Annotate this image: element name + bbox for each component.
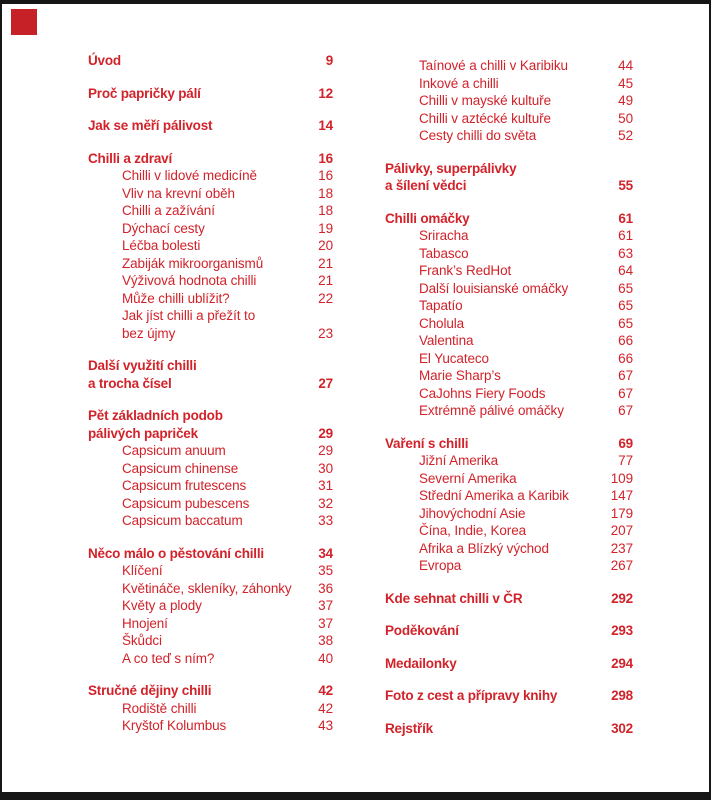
toc-entry: [88, 202, 333, 220]
toc-entry-label: Klíčení: [122, 563, 163, 578]
toc-entry-label: Úvod: [88, 53, 121, 68]
toc-entry-label: Evropa: [419, 558, 462, 573]
page-frame-top: [0, 0, 711, 4]
toc-entry: [385, 262, 633, 280]
toc-entry: [385, 385, 633, 403]
toc-entry-label: Dýchací cesty: [122, 220, 205, 236]
toc-entry: [88, 220, 333, 238]
toc-entry-label: Výživová hodnota chilli: [122, 273, 257, 288]
toc-entry-label: Tapatío: [419, 298, 463, 313]
toc-entry-page: 207: [610, 523, 633, 538]
toc-entry-page: 30: [318, 460, 333, 476]
toc-entry: [88, 495, 333, 513]
toc-entry: [385, 297, 633, 315]
toc-entry: [385, 210, 633, 228]
toc-entry: [88, 117, 333, 135]
toc-entry-label: Pět základních podob: [88, 408, 223, 423]
toc-entry-page: 293: [611, 623, 633, 638]
toc-entry-page: 18: [318, 185, 333, 201]
toc-entry-label: Jižní Amerika: [419, 453, 498, 468]
toc-entry-label: Frank’s RedHot: [419, 263, 512, 278]
toc-entry: [385, 127, 633, 145]
toc-entry-page: 292: [611, 590, 633, 606]
toc-entry-page: 61: [618, 228, 633, 243]
toc-entry-label: bez újmy: [122, 325, 176, 341]
toc-entry-label: CaJohns Fiery Foods: [419, 385, 546, 401]
toc-entry-page: 61: [618, 210, 633, 226]
toc-entry-page: 109: [610, 470, 633, 486]
toc-entry-label: Chilli omáčky: [385, 210, 470, 226]
toc-entry: [88, 632, 333, 650]
toc-entry-page: 267: [610, 558, 633, 573]
toc-entry-label: Cholula: [419, 315, 465, 331]
toc-entry-page: 298: [611, 688, 633, 703]
toc-entry: [385, 522, 633, 540]
toc-entry-page: 27: [318, 375, 333, 391]
toc-entry-label: Kde sehnat chilli v ČR: [385, 590, 523, 606]
toc-entry: [385, 402, 633, 420]
toc-entry-label: Může chilli ublížit?: [122, 290, 230, 306]
toc-entry-page: 12: [318, 85, 333, 101]
toc-entry-page: 65: [618, 298, 633, 313]
toc-entry: [385, 487, 633, 505]
toc-entry-label: Zabiják mikroorganismů: [122, 255, 264, 271]
toc-entry-label: Střední Amerika a Karibik: [419, 488, 569, 503]
toc-entry: [88, 167, 333, 185]
toc-entry: [385, 505, 633, 523]
toc-entry: [385, 227, 633, 245]
toc-entry-page: 67: [618, 368, 633, 383]
toc-entry-label: Květináče, skleníky, záhonky: [122, 580, 292, 596]
toc-entry-page: 65: [618, 280, 633, 296]
toc-entry-label: Afrika a Blízký východ: [419, 540, 549, 556]
toc-entry-page: 21: [318, 273, 333, 288]
toc-entry-page: 18: [318, 203, 333, 218]
toc-entry-label: Květy a plody: [122, 598, 202, 613]
toc-entry: [88, 615, 333, 633]
toc-right-column: [385, 57, 633, 737]
toc-entry-label: Chilli a zažívání: [122, 203, 215, 218]
toc-entry-label: Marie Sharp’s: [419, 368, 501, 383]
toc-entry: [88, 562, 333, 580]
toc-entry-page: 147: [610, 488, 633, 503]
toc-entry: [88, 580, 333, 598]
toc-entry: [385, 160, 633, 178]
toc-entry-label: Sriracha: [419, 228, 469, 243]
toc-entry-label: Medailonky: [385, 655, 457, 671]
toc-entry-page: 29: [318, 425, 333, 441]
toc-entry-page: 38: [318, 633, 333, 648]
toc-entry: [385, 720, 633, 738]
toc-entry-label: Chilli v lidové medicíně: [122, 168, 257, 183]
toc-entry-page: 42: [318, 700, 333, 716]
toc-entry-page: 69: [618, 435, 633, 451]
toc-left-column: [88, 52, 333, 735]
toc-entry-label: Chilli v aztécké kultuře: [419, 110, 551, 126]
toc-entry-label: Capsicum pubescens: [122, 495, 250, 511]
toc-entry-label: Chilli v mayské kultuře: [419, 93, 551, 108]
toc-entry-page: 43: [318, 718, 333, 733]
toc-entry-label: Škůdci: [122, 633, 162, 648]
toc-entry-page: 29: [318, 443, 333, 458]
toc-entry-page: 9: [325, 53, 333, 68]
toc-entry-page: 16: [318, 150, 333, 166]
toc-entry-page: 67: [618, 403, 633, 418]
toc-entry-label: a trocha čísel: [88, 375, 172, 391]
toc-entry-label: Capsicum chinense: [122, 460, 239, 476]
toc-entry: [385, 92, 633, 110]
toc-entry-page: 22: [318, 290, 333, 306]
toc-entry-page: 37: [318, 598, 333, 613]
toc-entry: [385, 57, 633, 75]
toc-entry-label: Hnojení: [122, 615, 168, 631]
toc-entry-label: Stručné dějiny chilli: [88, 683, 212, 698]
toc-entry-page: 40: [318, 650, 333, 666]
toc-entry: [385, 350, 633, 368]
toc-entry: [88, 407, 333, 425]
toc-entry-page: 63: [618, 245, 633, 261]
toc-entry: [385, 622, 633, 640]
toc-entry-page: 23: [318, 325, 333, 341]
toc-entry-page: 16: [318, 168, 333, 183]
page-frame-left: [0, 0, 2, 800]
toc-entry-page: 44: [618, 58, 633, 73]
toc-entry: [88, 545, 333, 563]
toc-entry: [385, 687, 633, 705]
toc-entry-label: Proč papričky pálí: [88, 85, 201, 101]
toc-entry: [385, 280, 633, 298]
toc-entry-page: 64: [618, 263, 633, 278]
toc-entry: [88, 597, 333, 615]
toc-entry-label: pálivých papriček: [88, 425, 198, 441]
toc-entry: [88, 717, 333, 735]
toc-entry-page: 37: [318, 615, 333, 631]
toc-entry-page: 31: [318, 478, 333, 493]
toc-entry-page: 302: [611, 720, 633, 736]
toc-entry: [385, 540, 633, 558]
toc-entry: [88, 682, 333, 700]
toc-entry-page: 66: [618, 333, 633, 348]
toc-entry-label: Jak se měří pálivost: [88, 118, 213, 133]
toc-entry-label: a šílení vědci: [385, 178, 467, 193]
toc-entry: [385, 435, 633, 453]
toc-entry: [88, 185, 333, 203]
red-marker-square: [11, 9, 37, 35]
toc-entry-page: 66: [618, 350, 633, 366]
toc-entry-label: Poděkování: [385, 623, 459, 638]
toc-entry-label: Kryštof Kolumbus: [122, 718, 227, 733]
toc-entry-page: 14: [318, 118, 333, 133]
toc-entry: [385, 245, 633, 263]
toc-entry-page: 67: [618, 385, 633, 401]
toc-entry-page: 50: [618, 110, 633, 126]
toc-entry-label: Capsicum baccatum: [122, 513, 243, 528]
toc-entry-page: 35: [318, 563, 333, 578]
toc-entry: [88, 237, 333, 255]
toc-entry-label: El Yucateco: [419, 350, 489, 366]
toc-entry: [385, 315, 633, 333]
toc-entry-page: 55: [618, 178, 633, 193]
toc-entry: [385, 332, 633, 350]
toc-entry-page: 32: [318, 495, 333, 511]
toc-entry-label: Vliv na krevní oběh: [122, 185, 235, 201]
toc-entry-page: 36: [318, 580, 333, 596]
toc-entry-label: Jihovýchodní Asie: [419, 505, 526, 521]
toc-entry-page: 52: [618, 128, 633, 143]
toc-entry-label: Rodiště chilli: [122, 700, 197, 716]
toc-entry-label: Cesty chilli do světa: [419, 128, 537, 143]
toc-entry-page: 45: [618, 75, 633, 91]
toc-entry-label: Vaření s chilli: [385, 435, 469, 451]
toc-entry-page: 21: [318, 255, 333, 271]
toc-entry-label: Pálivky, superpálivky: [385, 160, 517, 176]
toc-entry: [385, 452, 633, 470]
page-frame-bottom: [0, 792, 711, 800]
toc-entry-page: 179: [610, 505, 633, 521]
toc-entry: [88, 255, 333, 273]
toc-entry: [88, 460, 333, 478]
toc-entry: [385, 75, 633, 93]
toc-entry-page: 65: [618, 315, 633, 331]
toc-entry: [88, 357, 333, 375]
toc-entry-label: Extrémně pálivé omáčky: [419, 403, 564, 418]
toc-entry-label: Tabasco: [419, 245, 469, 261]
toc-entry: [88, 425, 333, 443]
toc-entry-page: 33: [318, 513, 333, 528]
toc-entry-label: Rejstřík: [385, 720, 433, 736]
toc-entry-page: 77: [618, 453, 633, 468]
toc-entry: [88, 150, 333, 168]
toc-entry-label: Další využití chilli: [88, 358, 197, 373]
toc-entry: [88, 700, 333, 718]
toc-entry-label: Severní Amerika: [419, 470, 517, 486]
toc-entry-page: 20: [318, 238, 333, 253]
toc-entry: [88, 290, 333, 308]
toc-entry: [88, 325, 333, 343]
toc-entry-label: Čína, Indie, Korea: [419, 523, 527, 538]
toc-entry: [88, 272, 333, 290]
toc-entry: [385, 367, 633, 385]
toc-entry: [88, 85, 333, 103]
toc-entry-label: Jak jíst chilli a přežít to: [122, 308, 256, 323]
toc-entry-page: 294: [611, 655, 633, 671]
toc-entry: [385, 557, 633, 575]
toc-entry-label: Léčba bolesti: [122, 238, 201, 253]
toc-entry: [385, 177, 633, 195]
toc-entry-page: 19: [318, 220, 333, 236]
toc-entry-page: 34: [318, 545, 333, 561]
toc-entry: [88, 477, 333, 495]
toc-entry: [385, 590, 633, 608]
toc-entry-label: Taínové a chilli v Karibiku: [419, 58, 568, 73]
toc-entry-page: 49: [618, 93, 633, 108]
toc-entry: [385, 470, 633, 488]
toc-entry-page: 42: [318, 683, 333, 698]
toc-entry-label: Capsicum anuum: [122, 443, 226, 458]
toc-entry: [385, 110, 633, 128]
toc-entry: [88, 650, 333, 668]
toc-entry-label: Capsicum frutescens: [122, 478, 247, 493]
toc-entry: [88, 307, 333, 325]
toc-entry-label: Něco málo o pěstování chilli: [88, 545, 264, 561]
toc-entry-label: A co teď s ním?: [122, 650, 215, 666]
toc-entry-label: Foto z cest a přípravy knihy: [385, 688, 558, 703]
toc-entry-page: 237: [610, 540, 633, 556]
toc-entry-label: Další louisianské omáčky: [419, 280, 569, 296]
toc-entry: [88, 442, 333, 460]
toc-entry-label: Inkové a chilli: [419, 75, 499, 91]
toc-entry-label: Chilli a zdraví: [88, 150, 173, 166]
toc-entry: [88, 375, 333, 393]
toc-entry: [88, 52, 333, 70]
toc-entry-label: Valentina: [419, 333, 474, 348]
toc-entry: [385, 655, 633, 673]
toc-entry: [88, 512, 333, 530]
